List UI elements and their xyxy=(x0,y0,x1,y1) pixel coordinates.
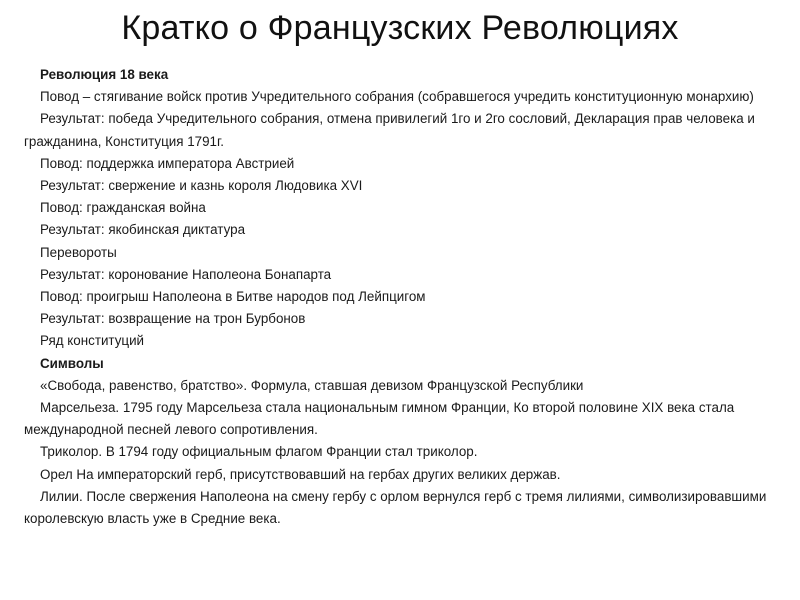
paragraph: Повод: поддержка императора Австрией xyxy=(40,155,295,171)
paragraph: Перевороты xyxy=(40,244,117,260)
paragraph: Марсельеза. 1795 году Марсельеза стала национальным гимном Франции, Ко второй половине XIX века стала международной песней левого сопротивления. xyxy=(24,400,735,438)
paragraph: Триколор. В 1794 году официальным флагом Франции стал триколор. xyxy=(40,444,478,460)
paragraph: Символы xyxy=(40,355,104,371)
paragraph: Повод: гражданская война xyxy=(40,200,206,216)
paragraph: Повод – стягивание войск против Учредительного собрания (собравшегося учредить конституционную монархию) xyxy=(40,89,754,105)
paragraph: Результат: возвращение на трон Бурбонов xyxy=(40,311,306,327)
paragraph: Результат: победа Учредительного собрания, отмена привилегий 1го и 2го сословий, Декларация прав человека и гражданина, Конституция 1791г. xyxy=(24,111,755,149)
slide-title: Кратко о Французских Революциях xyxy=(121,9,679,47)
paragraph: Повод: проигрыш Наполеона в Битве народов под Лейпцигом xyxy=(40,289,426,305)
paragraph: Ряд конституций xyxy=(40,333,145,349)
paragraph: Результат: коронование Наполеона Бонапарта xyxy=(40,266,332,282)
paragraph: Революция 18 века xyxy=(40,67,169,82)
paragraph: Лилии. После свержения Наполеона на смену гербу с орлом вернулся герб с тремя лилиями, символизировавшими королевскую власть уже в Средние века. xyxy=(24,488,767,527)
paragraph: Результат: свержение и казнь короля Людовика XVI xyxy=(40,178,363,194)
slide-body xyxy=(24,64,780,530)
paragraph: Результат: якобинская диктатура xyxy=(40,222,246,238)
paragraph: «Свобода, равенство, братство». Формула, ставшая девизом Французской Республики xyxy=(40,377,584,393)
paragraph: Орел На императорский герб, присутствовавший на гербах других великих держав. xyxy=(40,466,561,482)
